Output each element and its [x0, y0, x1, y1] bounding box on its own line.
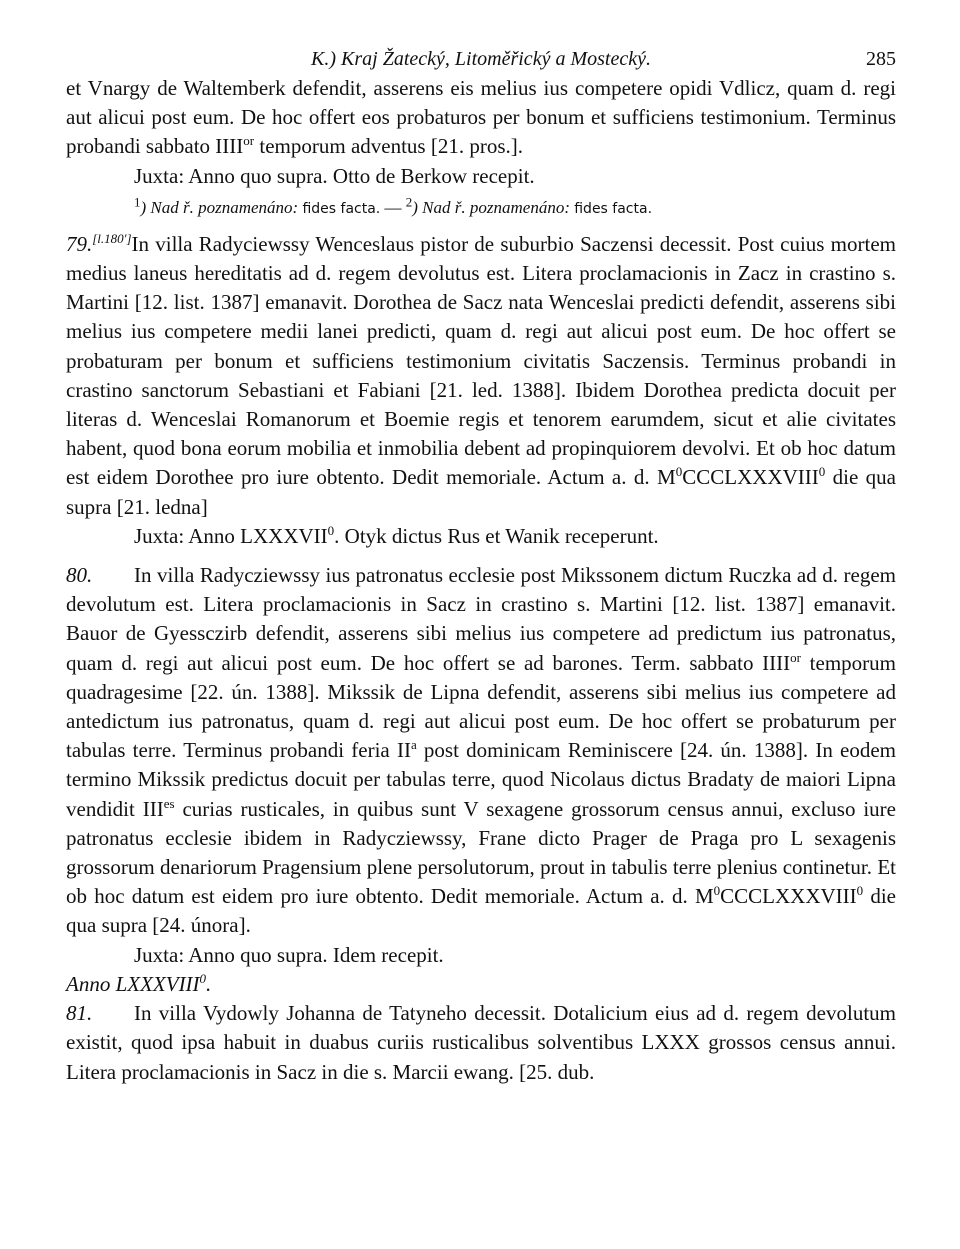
entry-number: 81. [66, 1001, 93, 1026]
folio-marker: [l.180'] [92, 230, 132, 246]
entry-number: 79. [66, 231, 93, 256]
year-heading: Anno LXXXVIII$^0$. [66, 970, 212, 996]
footnote: $^1$) Nad ř. poznamenáno: fides facta. — $^2$) Nad ř. poznamenáno: fides facta. [134, 194, 653, 217]
entry-number: 80. [66, 563, 93, 588]
juxta-note: Juxta: Anno LXXXVII$^0$. Otyk dictus Rus et Wanik receperunt. [134, 522, 659, 548]
paragraph-continued: et Vnargy de Waltemberk defendit, asserens eis melius ius competere opidi Vdlicz, quam d. regi aut alicui post eum. De hoc offert eos probaturos per bonum et sufficiens testimonium. Terminus probandi sabbato $IIII^{or}$ temporum adventus [21. pros.]. [66, 76, 896, 159]
juxta-note: Juxta: Anno quo supra. Idem recepit. [134, 942, 444, 967]
entry-81: 81. In villa Vydowly Johanna de Tatyneho decessit. Dotalicium eius ad d. regem devolutum existit, quod ipsa habuit in duabus curiis rusticalibus solventibus LXXX grossos census annui. Litera proclamacionis in Sacz in die s. Marcii ewang. [25. dub. [66, 1001, 896, 1084]
entry-80: 80. In villa Radycziewssy ius patronatus ecclesie post Mikssonem dictum Ruczka ad d. regem devolutum est. Litera proclamacionis in Sacz in crastino s. Martini [12. list. 1387] emanavit. Bauor de Gyessczirb defendit, asserens sibi melius ius competere ad predictum ius patronatus, quam d. regi aut alicui post eum. De hoc offert se ad barones. Term. sabbato $IIII^{or}$ temporum quadragesime [22. ún. 1388]. Mikssik de Lipna defendit, asserens sibi melius ius competere ad antedictum ius patronatus, quam d. regi aut alicui post eum. De hoc offert se probaturum per tabulas terre. Terminus probandi feria $II^a$ post dominicam Reminiscere [24. ún. 1388]. In eodem termino Mikssik predictus docuit per tabulas terre, quod Nicolaus dictus Bradaty de maiori Lipna vendidit $III^{es}$ curias rusticales, in quibus sunt V sexagene grossorum census annui, excluso iure patronatus ecclesie ibidem in Radycziewssy, Frane dicto Prager de Praga pro L sexagenis grossorum denariorum Pragensium plene persolutorum, prout in tabulis terre plenius continetur. Et ob hoc datum est eidem pro iure obtento. Dedit memoriale. Actum a. d. $M^0CCCLXXXVIII^0$ die qua supra [24. února]. [66, 563, 897, 938]
page-number: 285 [866, 48, 896, 70]
entry-79: 79.[l.180']In villa Radyciewssy Wenceslaus pistor de suburbio Saczensi decessit. Post cuius mortem medius laneus hereditatis ad d. regem devolutus est. Litera proclamacionis in Zacz in crastino s. Martini [12. list. 1387] emanavit. Dorothea de Sacz nata Wenceslai predicti defendit, asserens sibi melius ius competere medii lanei predicti, quam d. regi aut alicui post eum. De hoc offert se probaturam per bonum et sufficiens testimonium civitatis Saczensis. Terminus probandi in crastino sanctorum Sebastiani et Fabiani [21. led. 1388]. Ibidem Dorothea predicta docuit per literas d. Wenceslai Romanorum et Boemie regis et tenorem earumdem, sicut et alie civitates habent, quod bona eorum mobilia et inmobilia debent ad propinquiorem devolvi. Et ob hoc datum est eidem Dorothee pro iure obtento. Dedit memoriale. Actum a. d. $M^0CCCLXXXVIII^0$ die qua supra [21. ledna] [66, 230, 897, 519]
header-title: K.) Kraj Žatecký, Litoměřický a Mostecký. [311, 48, 651, 70]
document-page [66, 38, 896, 1087]
running-header [66, 38, 896, 74]
juxta-note: Juxta: Anno quo supra. Otto de Berkow recepit. [134, 163, 535, 188]
